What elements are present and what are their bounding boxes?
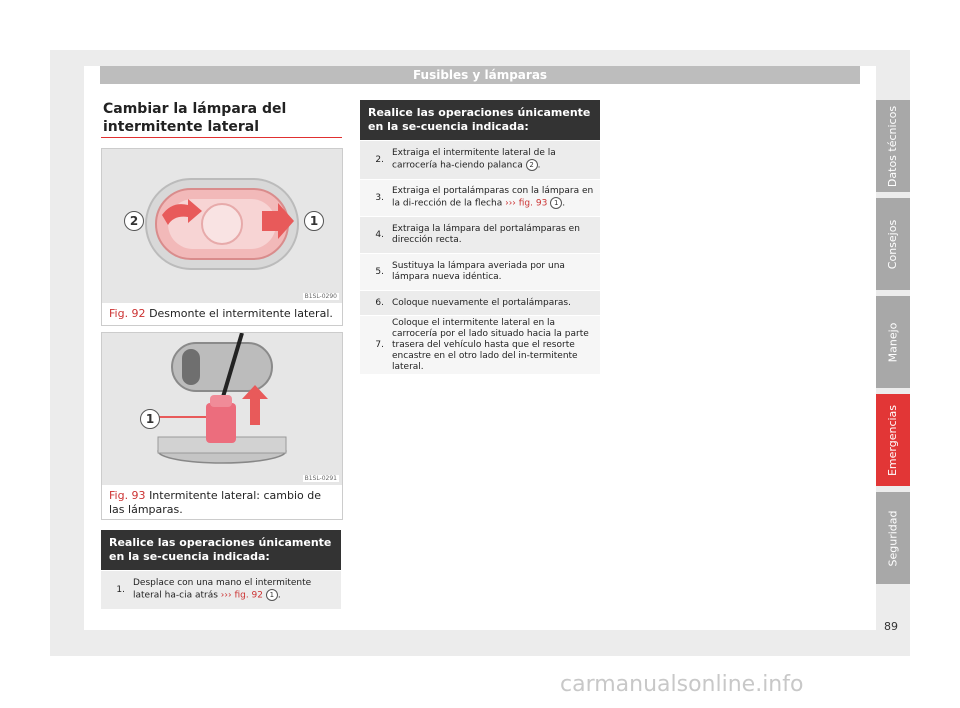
figure-caption-text: Intermitente lateral: cambio de las lámparas. (109, 489, 322, 516)
step-text-body: Extraiga el intermitente lateral de la carrocería ha-ciendo palanca (392, 148, 556, 171)
table-row (360, 216, 600, 253)
figure-reference-link[interactable]: ››› fig. 93 (505, 198, 548, 209)
step-text: Coloque el intermitente lateral en la carrocería por el lado situado hacia la parte trasera del vehículo hasta que el resorte encastre en el otro lado del in-termitente lateral. (392, 317, 589, 372)
figure-code: B1SL-0291 (304, 475, 337, 482)
watermark: carmanualsonline.info (560, 672, 804, 697)
figure-code: B1SL-0290 (304, 293, 337, 300)
table-row (360, 290, 600, 315)
figure-reference-link[interactable]: ››› fig. 92 (220, 590, 263, 601)
step-number: 3. (375, 192, 384, 203)
page-number: 89 (884, 620, 898, 633)
step-text: Sustituya la lámpara averiada por una lámpara nueva idéntica. (392, 261, 565, 282)
title-divider (101, 137, 342, 138)
step-text (129, 574, 341, 606)
tab-label: Seguridad (886, 510, 900, 566)
tab-label: Consejos (886, 219, 900, 269)
instruction-table-left (101, 530, 341, 609)
callout-ref: 1 (266, 589, 278, 601)
table-row (360, 140, 600, 179)
callout-1: 1 (304, 211, 324, 231)
table-row (101, 570, 341, 609)
figure-92 (101, 148, 343, 326)
step-text: Extraiga la lámpara del portalámparas en dirección recta. (392, 224, 580, 245)
chapter-header: Fusibles y lámparas (100, 66, 860, 84)
table-heading: Realice las operaciones únicamente en la se-cuencia indicada: (360, 100, 600, 140)
tab-label: Manejo (886, 322, 900, 362)
step-number: 2. (375, 154, 384, 165)
step-number: 1. (116, 584, 125, 595)
callout-ref: 1 (550, 197, 562, 209)
figure-93-image (102, 333, 342, 485)
step-number: 6. (375, 297, 384, 308)
callout-ref: 2 (526, 159, 538, 171)
tab-datos-tecnicos[interactable] (876, 100, 910, 192)
table-row (360, 179, 600, 216)
step-number: 7. (375, 339, 384, 350)
tab-label: Datos técnicos (886, 105, 900, 187)
step-number: 4. (375, 229, 384, 240)
figure-caption-text: Desmonte el intermitente lateral. (149, 307, 333, 320)
step-text-body: Extraiga el portalámparas con la lámpara en la di-rección de la flecha (392, 186, 594, 209)
tab-emergencias[interactable] (876, 394, 910, 486)
step-text: Coloque nuevamente el portalámparas. (392, 297, 571, 308)
step-text-body: Desplace con una mano el intermitente lateral ha-cia atrás (133, 578, 312, 601)
figure-caption (109, 489, 337, 517)
step-number: 5. (375, 266, 384, 277)
lamp-holder-illustration (102, 333, 342, 485)
figure-number: Fig. 93 (109, 489, 146, 502)
figure-caption (109, 307, 337, 321)
table-row (360, 253, 600, 290)
instruction-table-right (360, 100, 600, 374)
figure-93 (101, 332, 343, 520)
step-end: . (277, 590, 281, 601)
step-text (388, 182, 600, 214)
table-row (360, 315, 600, 374)
figure-92-image (102, 149, 342, 303)
tab-consejos[interactable] (876, 198, 910, 290)
tab-manejo[interactable] (876, 296, 910, 388)
step-end: . (537, 160, 541, 171)
figure-number: Fig. 92 (109, 307, 146, 320)
step-end: . (562, 198, 566, 209)
section-title: Cambiar la lámpara del intermitente lateral (103, 101, 287, 135)
callout-2: 2 (124, 211, 144, 231)
tab-seguridad[interactable] (876, 492, 910, 584)
table-heading: Realice las operaciones únicamente en la se-cuencia indicada: (101, 530, 341, 570)
step-text (388, 144, 600, 176)
tab-label: Emergencias (886, 404, 900, 476)
callout-1: 1 (140, 409, 160, 429)
